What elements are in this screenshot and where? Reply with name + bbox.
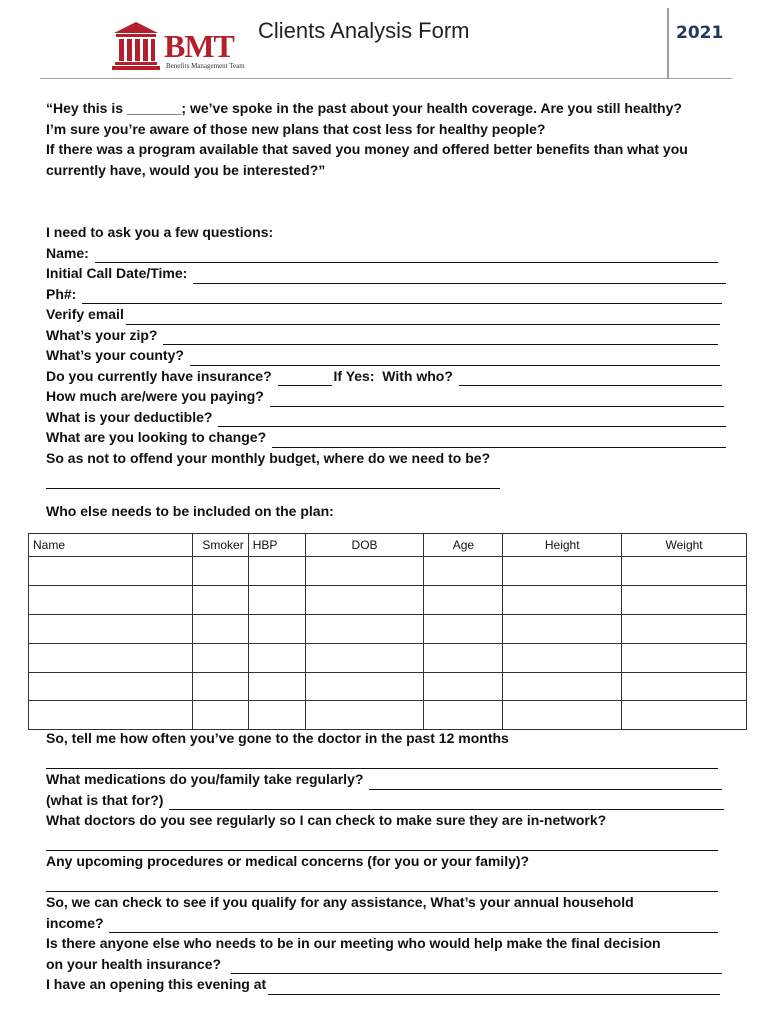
table-cell[interactable]	[424, 585, 503, 614]
table-cell[interactable]	[248, 701, 305, 730]
procedures-question: Any upcoming procedures or medical concerns (for you or your family)?	[46, 853, 530, 869]
decision-maker-input[interactable]	[231, 959, 722, 974]
col-age: Age	[424, 534, 503, 557]
county-input[interactable]	[190, 351, 720, 366]
decision-maker-field: on your health insurance?	[46, 954, 722, 975]
table-cell[interactable]	[248, 614, 305, 643]
table-cell[interactable]	[305, 557, 424, 586]
name-field: Name:	[46, 243, 718, 264]
change-field: What are you looking to change?	[46, 427, 726, 448]
followup-block	[46, 728, 726, 995]
plan-members-table	[28, 533, 747, 730]
table-cell[interactable]	[29, 614, 193, 643]
table-cell[interactable]	[192, 643, 248, 672]
col-height: Height	[503, 534, 622, 557]
table-row	[29, 614, 747, 643]
doctor-question: So, tell me how often you’ve gone to the doctor in the past 12 months	[46, 730, 509, 746]
table-cell[interactable]	[622, 643, 747, 672]
phone-field: Ph#:	[46, 284, 722, 305]
table-cell[interactable]	[29, 701, 193, 730]
insurance-input[interactable]	[278, 371, 332, 386]
intro-line-3: If there was a program available that saved you money and offered better benefits than what you currently have, would you be interested?”	[46, 141, 688, 178]
doctor-input[interactable]	[46, 749, 718, 770]
insurance-field: Do you currently have insurance? If Yes: With who?	[46, 366, 722, 387]
meeting-question: Is there anyone else who needs to be in our meeting who would help make the final decision	[46, 935, 661, 951]
zip-input[interactable]	[163, 330, 718, 345]
medications-for-input[interactable]	[169, 795, 724, 810]
header-rule	[40, 78, 732, 79]
table-cell[interactable]	[622, 557, 747, 586]
page-title: Clients Analysis Form	[258, 18, 470, 43]
budget-question: So as not to offend your monthly budget, where do we need to be?	[46, 449, 491, 466]
table-cell[interactable]	[503, 643, 622, 672]
opening-field: I have an opening this evening at	[46, 974, 720, 995]
table-row	[29, 557, 747, 586]
opening-input[interactable]	[268, 980, 720, 995]
table-cell[interactable]	[424, 672, 503, 701]
name-input[interactable]	[95, 248, 718, 263]
zip-field: What’s your zip?	[46, 325, 718, 346]
deductible-field: What is your deductible?	[46, 407, 726, 428]
table-cell[interactable]	[248, 557, 305, 586]
table-cell[interactable]	[503, 557, 622, 586]
form-year: 2021	[676, 23, 724, 43]
income-input[interactable]	[109, 918, 718, 933]
doctors-input[interactable]	[46, 831, 718, 852]
col-hbp: HBP	[248, 534, 305, 557]
table-cell[interactable]	[305, 643, 424, 672]
table-cell[interactable]	[622, 672, 747, 701]
table-cell[interactable]	[192, 585, 248, 614]
table-cell[interactable]	[622, 585, 747, 614]
table-cell[interactable]	[192, 614, 248, 643]
table-cell[interactable]	[503, 672, 622, 701]
call-date-input[interactable]	[193, 269, 726, 284]
header-divider	[667, 8, 669, 78]
deductible-input[interactable]	[218, 412, 726, 427]
procedures-input[interactable]	[46, 872, 718, 893]
medications-for-field: (what is that for?)	[46, 790, 724, 811]
table-cell[interactable]	[305, 672, 424, 701]
form-header	[0, 0, 770, 82]
table-cell[interactable]	[503, 701, 622, 730]
table-cell[interactable]	[192, 557, 248, 586]
col-smoker: Smoker	[192, 534, 248, 557]
table-row	[29, 672, 747, 701]
table-cell[interactable]	[305, 701, 424, 730]
table-cell[interactable]	[248, 643, 305, 672]
insurer-input[interactable]	[459, 371, 722, 386]
col-weight: Weight	[622, 534, 747, 557]
email-field: Verify email	[46, 304, 720, 325]
table-cell[interactable]	[424, 557, 503, 586]
table-cell[interactable]	[248, 585, 305, 614]
intro-script	[46, 98, 736, 180]
call-date-field: Initial Call Date/Time:	[46, 263, 726, 284]
questions-block	[46, 222, 726, 489]
col-name: Name	[29, 534, 193, 557]
table-row	[29, 585, 747, 614]
table-cell[interactable]	[29, 672, 193, 701]
doctors-question: What doctors do you see regularly so I can check to make sure they are in-network?	[46, 812, 607, 828]
table-cell[interactable]	[29, 643, 193, 672]
table-cell[interactable]	[424, 643, 503, 672]
table-cell[interactable]	[503, 614, 622, 643]
medications-input[interactable]	[369, 775, 722, 790]
budget-input[interactable]	[46, 468, 500, 489]
table-row	[29, 701, 747, 730]
table-cell[interactable]	[192, 701, 248, 730]
email-input[interactable]	[126, 310, 720, 325]
logo-text: BMT	[164, 28, 234, 64]
table-cell[interactable]	[622, 701, 747, 730]
logo-subtext: Benefits Management Team	[166, 62, 245, 70]
income-field: income?	[46, 913, 718, 934]
questions-intro: I need to ask you a few questions:	[46, 224, 274, 240]
table-cell[interactable]	[305, 614, 424, 643]
table-cell[interactable]	[29, 557, 193, 586]
table-cell[interactable]	[424, 701, 503, 730]
col-dob: DOB	[305, 534, 424, 557]
intro-line-2: I’m sure you’re aware of those new plans that cost less for healthy people?	[46, 120, 546, 137]
table-cell[interactable]	[424, 614, 503, 643]
table-cell[interactable]	[248, 672, 305, 701]
table-cell[interactable]	[305, 585, 424, 614]
plan-members-heading: Who else needs to be included on the plan:	[46, 503, 334, 519]
table-cell[interactable]	[503, 585, 622, 614]
table-cell[interactable]	[622, 614, 747, 643]
paying-field: How much are/were you paying?	[46, 386, 724, 407]
intro-line-1: “Hey this is _______; we’ve spoke in the past about your health coverage. Are you still healthy?	[46, 100, 682, 116]
county-field: What’s your county?	[46, 345, 720, 366]
table-header-row	[29, 534, 747, 557]
assistance-question: So, we can check to see if you qualify for any assistance, What’s your annual household	[46, 894, 634, 910]
medications-field: What medications do you/family take regularly?	[46, 769, 722, 790]
paying-input[interactable]	[270, 392, 724, 407]
change-input[interactable]	[272, 433, 726, 448]
table-cell[interactable]	[29, 585, 193, 614]
table-row	[29, 643, 747, 672]
table-cell[interactable]	[192, 672, 248, 701]
phone-input[interactable]	[82, 289, 722, 304]
